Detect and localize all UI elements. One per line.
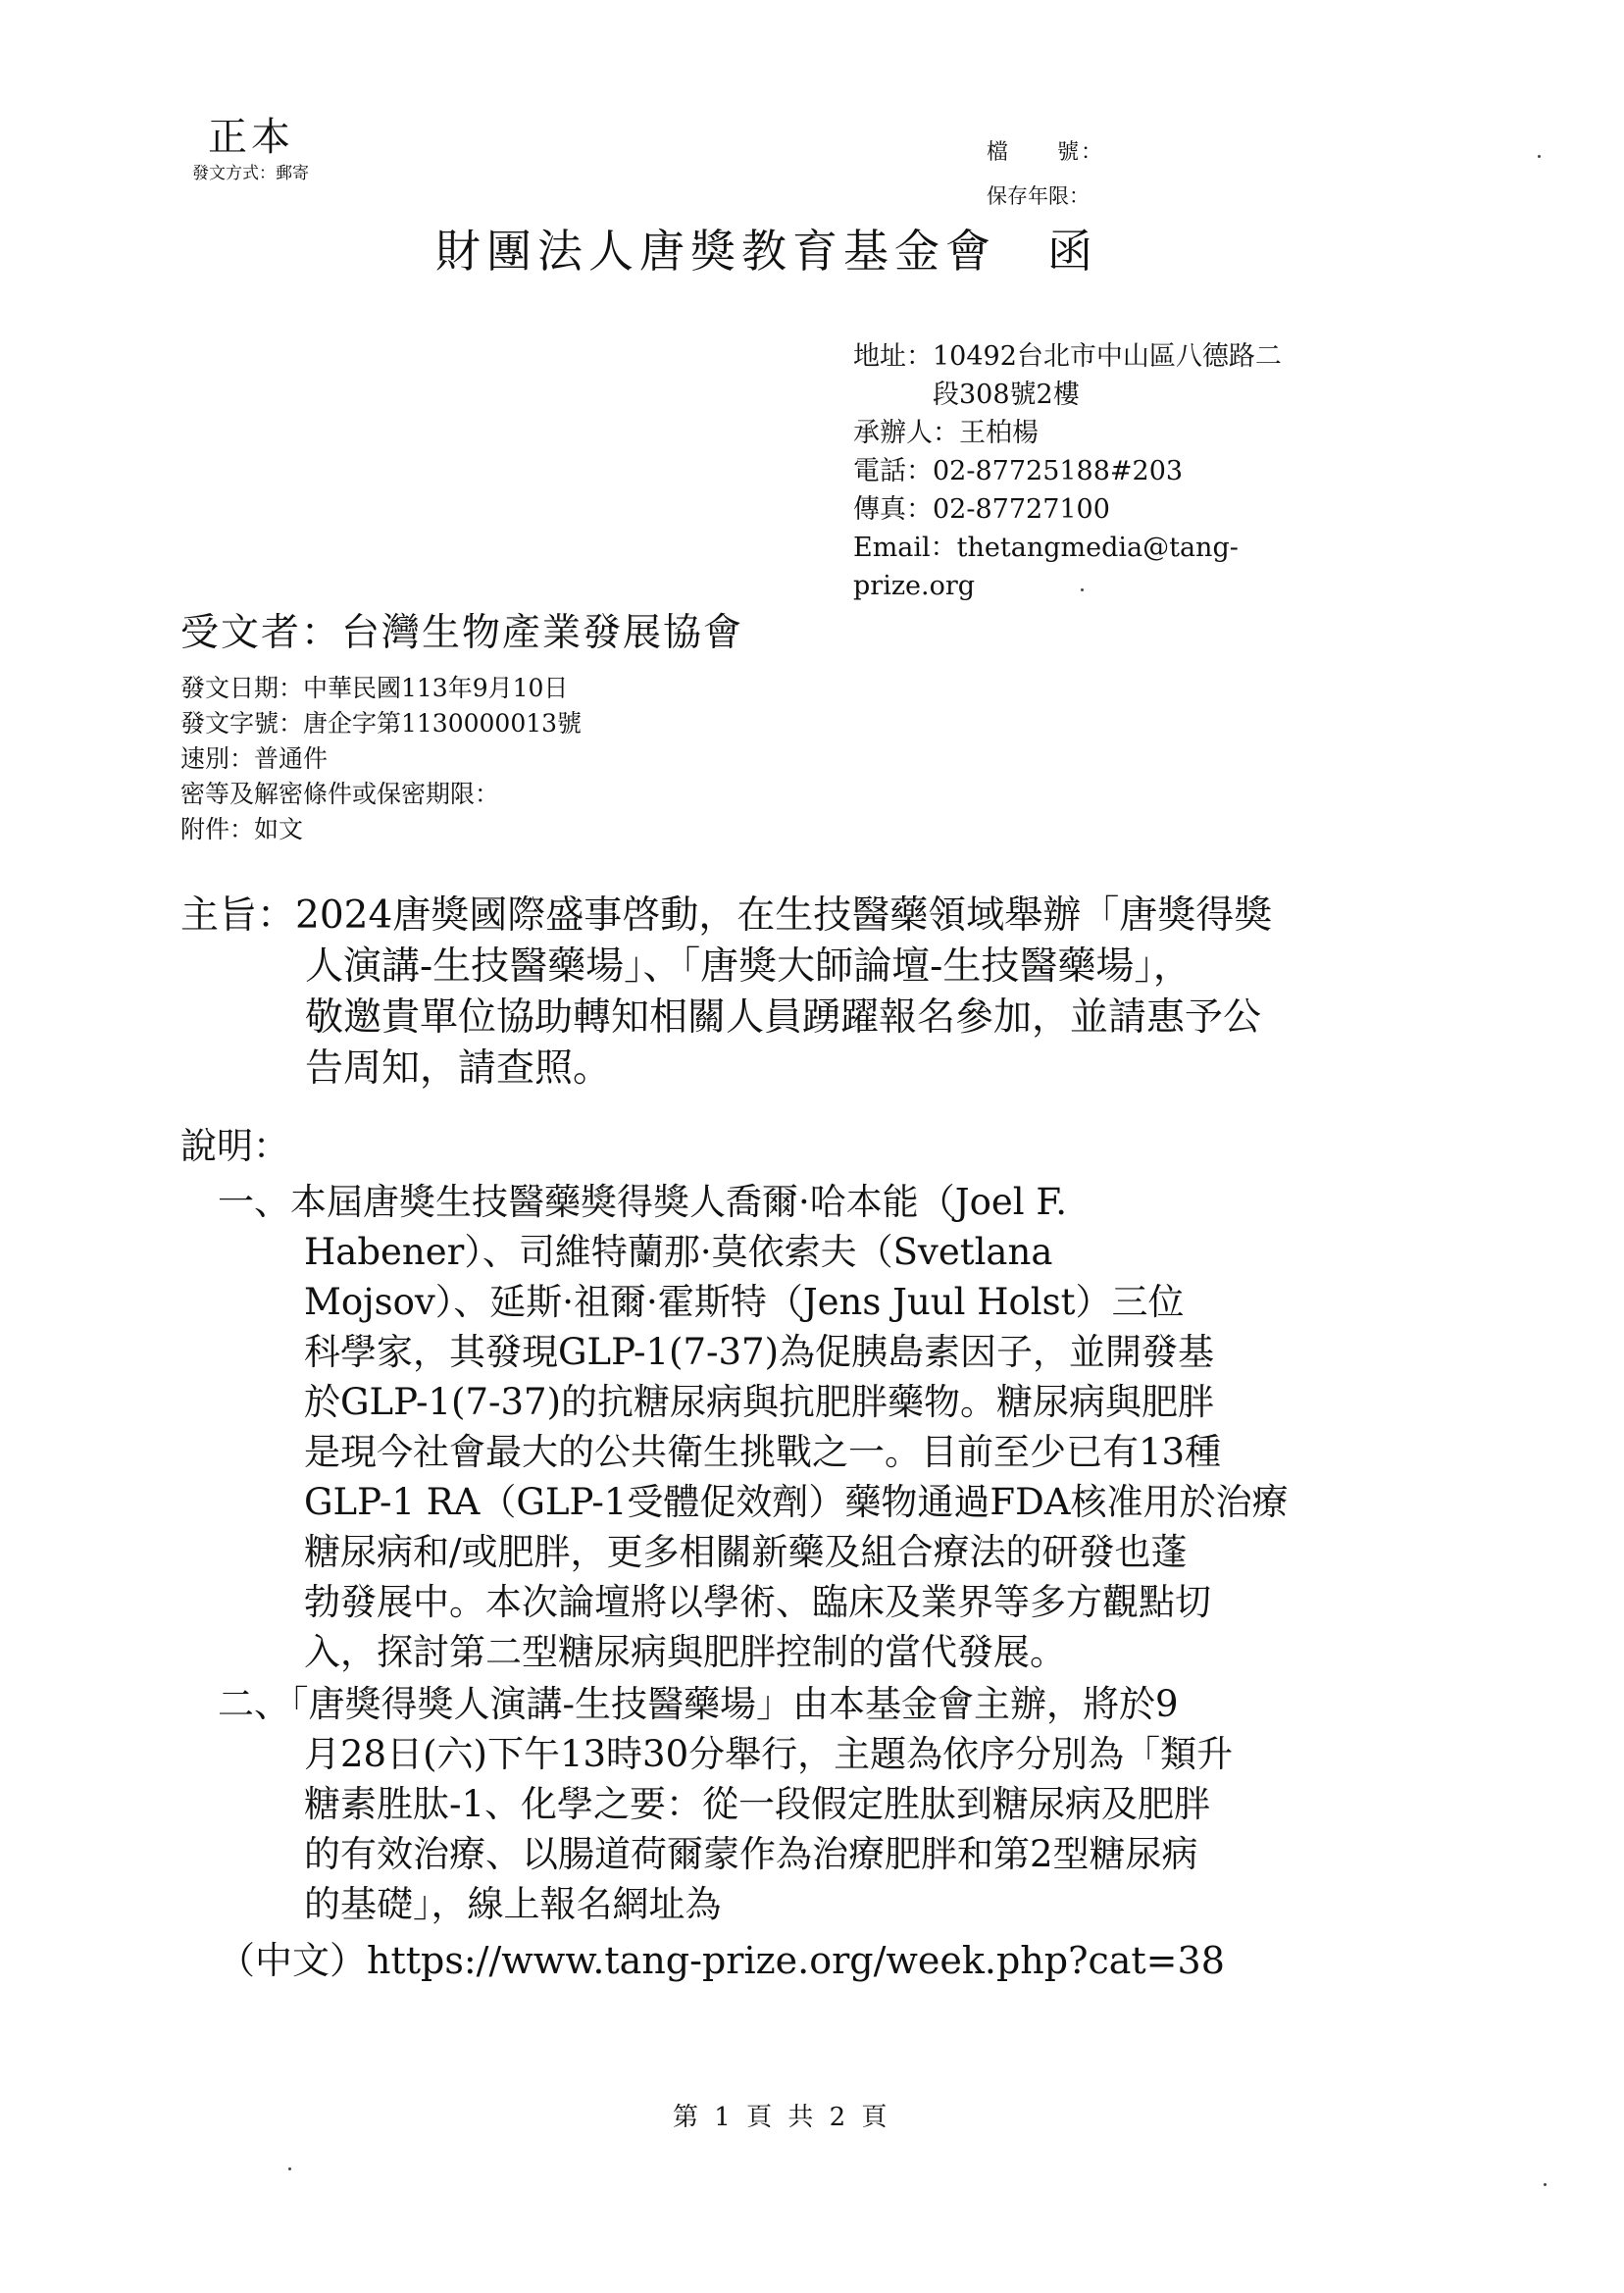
subject-paragraph bbox=[180, 891, 1357, 1095]
confidentiality: 密等及解密條件或保密期限： bbox=[180, 780, 500, 808]
contact-email-line-2: prize.org bbox=[853, 571, 976, 601]
page-number: 第 1 頁 共 2 頁 bbox=[673, 2103, 891, 2132]
recipient: 受文者：台灣生物產業發展協會 bbox=[180, 611, 744, 655]
item-line: 的有效治療、以腸道荷爾蒙作為治療肥胖和第2型糖尿病 bbox=[304, 1833, 1198, 1875]
item-line: GLP-1 RA（GLP-1受體促效劑）藥物通過FDA核准用於治療 bbox=[304, 1481, 1289, 1523]
item-line: Mojsov）、延斯·祖爾·霍斯特（Jens Juul Holst）三位 bbox=[304, 1281, 1185, 1323]
contact-block bbox=[853, 337, 1282, 605]
speed-class: 速別：普通件 bbox=[180, 744, 329, 773]
document-meta bbox=[180, 671, 582, 847]
subject-line: 敬邀貴單位協助轉知相關人員踴躍報名參加，並請惠予公 bbox=[305, 995, 1262, 1040]
subject-line: 告周知，請查照。 bbox=[305, 1046, 612, 1091]
file-number: 檔 號： bbox=[987, 140, 1105, 165]
item-line: 的基礎」，線上報名網址為 bbox=[304, 1883, 722, 1925]
subject-line: 人演講-生技醫藥場」、「唐獎大師論壇-生技醫藥場」， bbox=[305, 944, 1192, 989]
contact-fax: 傳真：02-87727100 bbox=[853, 494, 1110, 525]
item-line: Habener）、司維特蘭那·莫依索夫（Svetlana bbox=[304, 1231, 1053, 1273]
item-line: 是現今社會最大的公共衛生挑戰之一。目前至少已有13種 bbox=[304, 1431, 1222, 1473]
contact-address-line-1: 地址：10492台北市中山區八德路二 bbox=[853, 341, 1282, 372]
item-line: 二、「唐獎得獎人演講-生技醫藥場」由本基金會主辦，將於9 bbox=[218, 1683, 1179, 1725]
item-line: 勃發展中。本次論壇將以學術、臨床及業界等多方觀點切 bbox=[304, 1581, 1211, 1623]
explanation-label: 說明： bbox=[180, 1125, 289, 1167]
explanation-item-1 bbox=[218, 1177, 1288, 1677]
item-line: 入，探討第二型糖尿病與肥胖控制的當代發展。 bbox=[304, 1631, 1066, 1673]
contact-email-line-1: Email：thetangmedia@tang- bbox=[853, 533, 1239, 563]
scan-speck bbox=[1081, 588, 1084, 591]
document-title: 財團法人唐獎教育基金會 函 bbox=[435, 225, 1098, 278]
item-line: 科學家，其發現GLP-1(7-37)為促胰島素因子，並開發基 bbox=[304, 1331, 1215, 1373]
item-line: 一、本屆唐獎生技醫藥獎得獎人喬爾·哈本能（Joel F. bbox=[218, 1181, 1068, 1223]
scan-speck bbox=[1538, 155, 1541, 158]
item-line: 於GLP-1(7-37)的抗糖尿病與抗肥胖藥物。糖尿病與肥胖 bbox=[304, 1381, 1215, 1423]
subject-line: 主旨：2024唐獎國際盛事啓動，在生技醫藥領域舉辦「唐獎得獎 bbox=[180, 893, 1273, 938]
item-line: 糖尿病和/或肥胖，更多相關新藥及組合療法的研發也蓬 bbox=[304, 1531, 1188, 1573]
contact-phone: 電話：02-87725188#203 bbox=[853, 456, 1184, 486]
original-copy-mark: 正本 bbox=[208, 115, 294, 160]
registration-url[interactable]: （中文）https://www.tang-prize.org/week.php?cat=38 bbox=[218, 1939, 1225, 1982]
send-method: 發文方式：郵寄 bbox=[192, 164, 309, 183]
contact-address-line-2: 段308號2樓 bbox=[853, 380, 1080, 410]
explanation-item-2 bbox=[218, 1679, 1233, 1929]
scan-speck bbox=[1544, 2183, 1547, 2186]
item-line: 月28日(六)下午13時30分舉行，主題為依序分別為「類升 bbox=[304, 1733, 1234, 1775]
retention-period: 保存年限： bbox=[987, 184, 1090, 208]
issue-date: 發文日期：中華民國113年9月10日 bbox=[180, 674, 569, 702]
scan-speck bbox=[288, 2167, 291, 2170]
document-number: 發文字號：唐企字第1130000013號 bbox=[180, 709, 583, 738]
contact-handler: 承辦人：王柏楊 bbox=[853, 418, 1039, 448]
attachment: 附件：如文 bbox=[180, 815, 304, 843]
item-line: 糖素胜肽-1、化學之要：從一段假定胜肽到糖尿病及肥胖 bbox=[304, 1783, 1211, 1825]
